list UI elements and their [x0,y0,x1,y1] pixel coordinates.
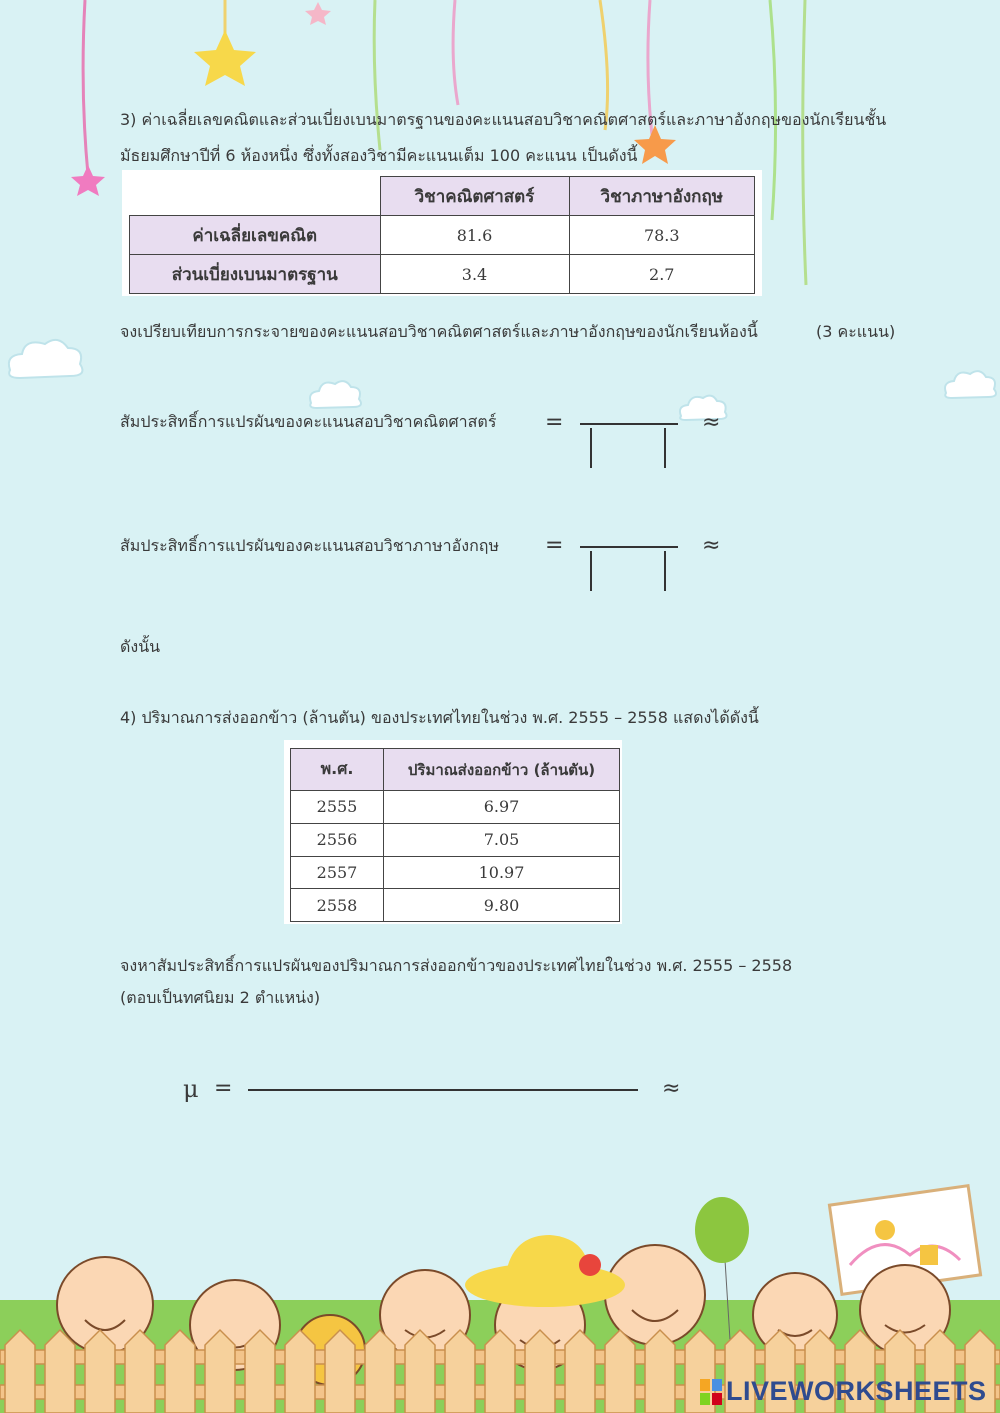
q3-instruction: จงเปรียบเทียบการกระจายของคะแนนสอบวิชาคณิตศาสตร์และภาษาอังกฤษของนักเรียนห้องนี้ [120,322,758,341]
year-cell: 2555 [291,791,384,824]
row-header-sd: ส่วนเบี่ยงเบนมาตรฐาน [130,255,381,294]
q4-table [290,748,620,922]
equals-sign: = [545,410,564,435]
cv-math-answer-input[interactable] [593,428,662,466]
table-row [291,856,620,889]
star-icon [305,2,331,25]
approx-sign: ≈ [662,1076,681,1101]
kids-fence-illustration [0,1150,1000,1413]
liveworksheets-logo-icon [700,1379,722,1405]
q3-text-line2: มัธยมศึกษาปีที่ 6 ห้องหนึ่ง ซึ่งทั้งสองวิชามีคะแนนเต็ม 100 คะแนน เป็นดังนี้ [120,146,638,165]
amount-cell: 10.97 [384,856,620,889]
equals-sign: = [214,1076,233,1101]
cv-math-label: สัมประสิทธิ์การแปรผันของคะแนนสอบวิชาคณิตศาสตร์ [120,412,497,431]
fraction-line [248,1089,638,1091]
q3-table-wrap [122,170,762,296]
q4-question-line1: จงหาสัมประสิทธิ์การแปรผันของปริมาณการส่งออกข้าวของประเทศไทยในช่วง พ.ศ. 2555 – 2558 [120,956,793,975]
q3-table [129,176,755,294]
table-row [291,791,620,824]
year-cell: 2557 [291,856,384,889]
answer-box-right [664,551,666,591]
col-header-amount: ปริมาณส่งออกข้าว (ล้านตัน) [384,749,620,791]
fraction-line [580,423,678,425]
therefore-label: ดังนั้น [120,637,161,656]
amount-cell: 9.80 [384,889,620,922]
answer-box-left [590,428,592,468]
cloud-icon [940,365,1000,405]
mean-english-cell: 78.3 [569,216,755,255]
equals-sign: = [545,533,564,558]
amount-cell: 6.97 [384,791,620,824]
star-icon [71,165,105,196]
watermark-text: LIVEWORKSHEETS [726,1376,987,1406]
cv-english-answer-input[interactable] [593,551,662,589]
q4-answer-input[interactable] [250,1050,636,1086]
liveworksheets-logo [700,1376,987,1407]
q4-table-wrap [284,740,622,924]
sd-math-cell: 3.4 [380,255,569,294]
q3-text-line1: 3) ค่าเฉลี่ยเลขคณิตและส่วนเบี่ยงเบนมาตรฐานของคะแนนสอบวิชาคณิตศาสตร์และภาษาอังกฤษของนักเรียนชั้น [120,110,887,129]
table-row [291,823,620,856]
answer-box-left [590,551,592,591]
mu-symbol: μ [183,1075,199,1103]
row-header-mean: ค่าเฉลี่ยเลขคณิต [130,216,381,255]
cloud-icon [0,330,90,390]
year-cell: 2556 [291,823,384,856]
star-icon [194,30,256,86]
balloon-icon [695,1197,749,1263]
col-header-english: วิชาภาษาอังกฤษ [569,177,755,216]
table-corner [130,177,381,216]
q3-points: (3 คะแนน) [816,322,896,341]
approx-sign: ≈ [702,410,721,435]
cloud-icon [305,375,365,415]
q4-question-line2: (ตอบเป็นทศนิยม 2 ตำแหน่ง) [120,988,321,1007]
q4-intro: 4) ปริมาณการส่งออกข้าว (ล้านตัน) ของประเทศไทยในช่วง พ.ศ. 2555 – 2558 แสดงได้ดังนี้ [120,708,759,727]
answer-box-right [664,428,666,468]
amount-cell: 7.05 [384,823,620,856]
table-row [291,889,620,922]
approx-sign: ≈ [702,533,721,558]
sd-english-cell: 2.7 [569,255,755,294]
mean-math-cell: 81.6 [380,216,569,255]
col-header-year: พ.ศ. [291,749,384,791]
year-cell: 2558 [291,889,384,922]
col-header-math: วิชาคณิตศาสตร์ [380,177,569,216]
cv-english-label: สัมประสิทธิ์การแปรผันของคะแนนสอบวิชาภาษาอังกฤษ [120,536,499,555]
fraction-line [580,546,678,548]
